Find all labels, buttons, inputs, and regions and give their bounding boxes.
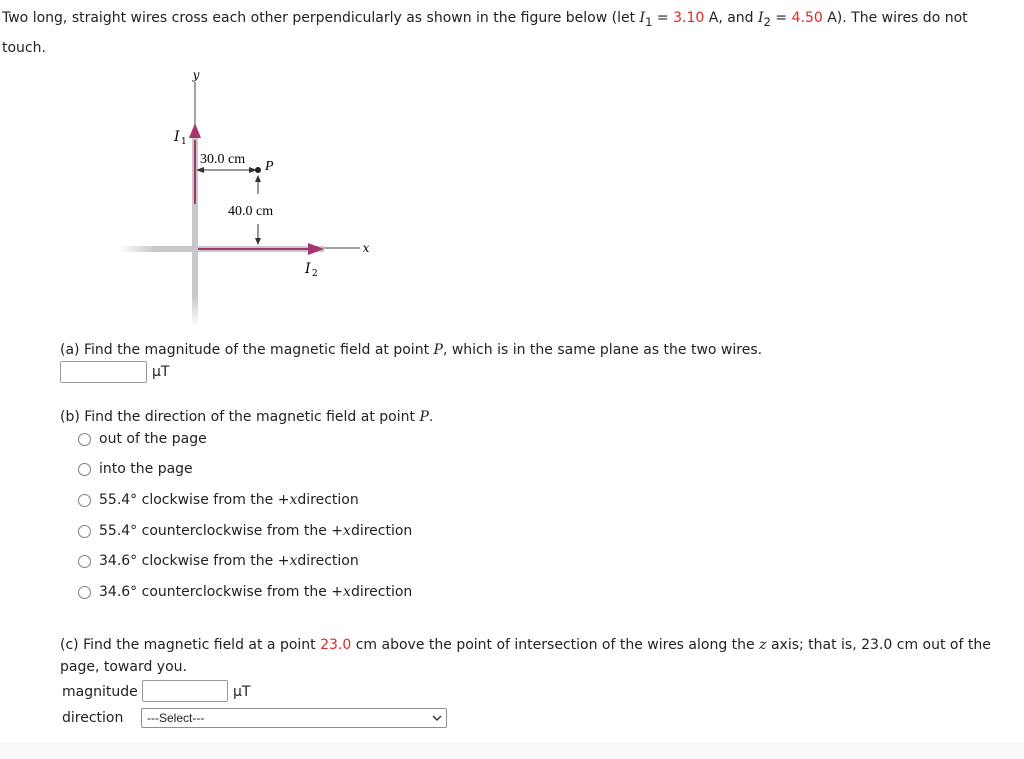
part-a-question: (a) Find the magnitude of the magnetic field at point P, which is in the same plane as the two wires. [60, 342, 763, 358]
direction-label: direction [62, 710, 124, 726]
magnitude-label: magnitude [62, 684, 138, 700]
point-p [255, 167, 261, 173]
vertical-distance-label: 40.0 cm [228, 204, 274, 219]
page-footer-band [0, 742, 1024, 759]
i2-value: 4.50 [791, 10, 823, 26]
i1-label: I [174, 129, 180, 145]
part-b-option[interactable]: 34.6° counterclockwise from the + x direction [78, 582, 412, 602]
radio-button[interactable] [78, 433, 91, 446]
radio-button[interactable] [78, 463, 91, 476]
part-b-option[interactable]: 55.4° clockwise from the + x direction [78, 490, 359, 510]
i2-subscript: 2 [312, 269, 318, 279]
part-b-option[interactable]: 55.4° counterclockwise from the + x direction [78, 521, 412, 541]
y-axis-label: y [192, 68, 200, 82]
part-c-height-value: 23.0 [320, 637, 352, 653]
radio-button[interactable] [78, 586, 91, 599]
chevron-down-icon [432, 714, 442, 722]
magnitude-input[interactable] [142, 680, 228, 702]
x-axis-label: x [362, 241, 370, 255]
radio-button[interactable] [78, 525, 91, 538]
part-c-question: (c) Find the magnetic field at a point 23.0 cm above the point of intersection of the wires along the z axis; that is, 23.0 cm out of the page, toward you. [60, 637, 991, 675]
radio-button[interactable] [78, 494, 91, 507]
dimension-arrowhead-down [255, 238, 261, 245]
horizontal-distance-label: 30.0 cm [200, 152, 246, 167]
i1-subscript: 1 [181, 137, 187, 147]
part-b-option[interactable]: 34.6° clockwise from the + x direction [78, 551, 359, 571]
i2-arrowhead [308, 243, 324, 255]
direction-select[interactable] [141, 708, 447, 728]
i1-value: 3.10 [673, 10, 705, 26]
point-p-label: P [265, 159, 274, 174]
magnitude-unit: µT [233, 684, 251, 700]
problem-statement: Two long, straight wires cross each other perpendicularly as shown in the figure below (let $I_1 = 3.10$ A, and $I_2 = 4.50$ A). The wires do not touch. [2, 10, 968, 56]
i1-arrowhead [189, 123, 201, 138]
i2-label: I [305, 261, 311, 277]
part-b-option[interactable]: out of the page [78, 429, 207, 449]
part-a-answer-input[interactable] [60, 361, 147, 383]
radio-button[interactable] [78, 555, 91, 568]
part-b-option[interactable]: into the page [78, 459, 193, 479]
dimension-arrowhead-up [255, 175, 261, 182]
part-a-unit: µT [152, 364, 170, 380]
wire-figure [118, 64, 378, 326]
part-b-question: (b) Find the direction of the magnetic field at point P. [60, 409, 434, 425]
direction-select-value: ---Select--- [147, 711, 205, 725]
